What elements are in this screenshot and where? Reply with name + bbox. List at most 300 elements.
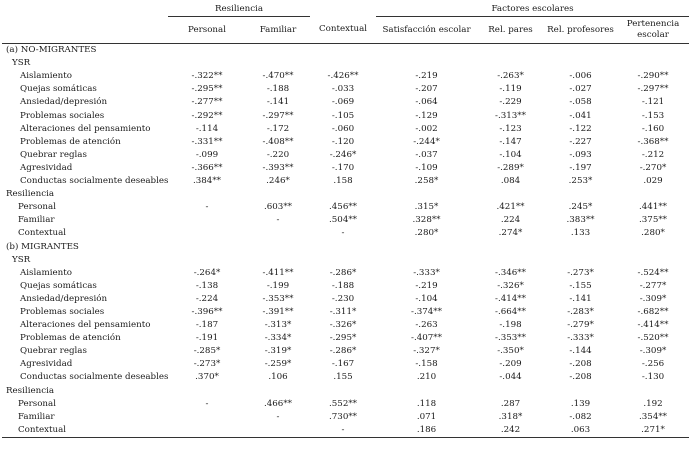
table-cell	[310, 371, 376, 384]
group-header-factores-escolares: Factores escolares	[376, 3, 689, 17]
table-cell	[246, 96, 310, 109]
table-cell	[376, 371, 477, 384]
cell-value: .106	[268, 372, 288, 383]
table-cell	[168, 70, 246, 83]
cell-value: -.259*	[264, 359, 292, 370]
cell-value: -.037	[415, 149, 438, 160]
cell-value: -.123	[499, 123, 522, 134]
table-cell	[246, 83, 310, 96]
subsection-ysr-label-row	[2, 254, 689, 267]
cell-value: -.263*	[497, 71, 524, 82]
table-cell	[376, 83, 477, 96]
table-cell	[376, 201, 477, 214]
table-cell	[310, 123, 376, 136]
cell-value: .063	[570, 424, 591, 435]
table-cell	[168, 411, 246, 424]
table-row	[2, 398, 689, 411]
cell-value: -.520**	[637, 333, 669, 344]
table-cell	[168, 332, 246, 345]
row-label: Personal	[18, 398, 56, 409]
table-cell	[544, 319, 617, 332]
row-label: Ansiedad/depresión	[20, 97, 108, 108]
table-cell	[246, 293, 310, 306]
cell-value: .242	[500, 424, 521, 435]
table-cell	[544, 371, 617, 384]
row-label: Problemas de atención	[20, 333, 121, 344]
table-cell	[617, 280, 689, 293]
table-cell	[477, 371, 544, 384]
cell-value: .328**	[412, 215, 441, 226]
table-cell	[544, 83, 617, 96]
subsection-ysr-label: YSR	[12, 254, 31, 265]
table-cell	[168, 123, 246, 136]
table-cell	[477, 123, 544, 136]
cell-value: -.197	[569, 162, 592, 173]
table-row	[2, 345, 689, 358]
cell-value: -.264*	[193, 267, 221, 278]
cell-value: -.470**	[262, 71, 294, 82]
table-cell	[310, 280, 376, 293]
cell-value: .139	[570, 398, 591, 409]
cell-value: -.033	[331, 84, 355, 95]
table-cell	[310, 411, 376, 424]
table-row	[2, 83, 689, 96]
cell-value: -.187	[195, 320, 219, 331]
cell-value: .271*	[641, 424, 665, 435]
table-row	[2, 319, 689, 332]
cell-value: .315*	[414, 202, 439, 213]
cell-value: -.170	[331, 162, 355, 173]
cell-value: .192	[643, 398, 663, 409]
cell-value: -.141	[569, 293, 592, 304]
cell-value: -.153	[641, 110, 665, 121]
group-header-resiliencia: Resiliencia	[168, 3, 310, 17]
cell-value: -.230	[331, 293, 355, 304]
cell-value: -.227	[569, 136, 592, 147]
table-cell	[477, 110, 544, 123]
table-row	[2, 136, 689, 149]
table-row	[2, 424, 689, 438]
table-cell	[544, 149, 617, 162]
section-title-row	[2, 241, 689, 254]
cell-value: -.350*	[497, 346, 524, 357]
table-cell	[376, 110, 477, 123]
table-cell	[477, 149, 544, 162]
table-cell	[168, 201, 246, 214]
table-cell	[617, 371, 689, 384]
cell-value: -.295**	[191, 84, 223, 95]
table-cell	[376, 332, 477, 345]
table-cell	[617, 345, 689, 358]
row-label: Problemas sociales	[20, 110, 105, 121]
correlation-table	[2, 3, 689, 438]
cell-value: -.407**	[411, 333, 442, 344]
table-cell	[617, 123, 689, 136]
table-cell	[477, 306, 544, 319]
table-cell	[168, 136, 246, 149]
cell-value: -.155	[569, 280, 592, 291]
cell-value: .084	[500, 176, 521, 187]
cell-value: -.104	[499, 149, 522, 160]
cell-value: -.002	[415, 123, 438, 134]
table-cell	[544, 201, 617, 214]
cell-value: .258*	[414, 176, 439, 187]
cell-value: -.333*	[413, 267, 440, 278]
table-cell	[477, 70, 544, 83]
table-cell	[246, 214, 310, 227]
table-cell	[246, 424, 310, 438]
table-cell	[310, 83, 376, 96]
cell-value: -.285*	[193, 346, 221, 357]
cell-value: -.374**	[411, 306, 442, 317]
table-cell	[477, 227, 544, 240]
table-cell	[246, 398, 310, 411]
cell-value: -.093	[569, 149, 592, 160]
table-row	[2, 267, 689, 280]
cell-value: -.191	[195, 333, 219, 344]
table-cell	[246, 280, 310, 293]
table-cell	[310, 332, 376, 345]
row-label: Aislamiento	[20, 71, 72, 82]
table-cell	[310, 293, 376, 306]
cell-value: -.246*	[329, 149, 357, 160]
table-row	[2, 201, 689, 214]
table-row	[2, 110, 689, 123]
cell-value: -.082	[569, 411, 592, 422]
subsection-ysr-label: YSR	[12, 58, 31, 69]
cell-value: .370*	[195, 372, 219, 383]
cell-value: .133	[570, 228, 591, 239]
cell-value: -.120	[331, 136, 355, 147]
subsection-resiliencia-label-row	[2, 188, 689, 201]
cell-value: -.147	[499, 136, 522, 147]
table-cell	[544, 306, 617, 319]
section-title-row	[2, 44, 689, 58]
cell-value: -.313*	[264, 320, 292, 331]
table-row	[2, 227, 689, 240]
cell-value: -.333*	[567, 333, 594, 344]
cell-value: -.286*	[329, 346, 357, 357]
table-row	[2, 411, 689, 424]
cell-value: .280*	[414, 228, 439, 239]
cell-value: -.396**	[191, 306, 223, 317]
table-cell	[168, 267, 246, 280]
cell-value: -.158	[415, 359, 438, 370]
cell-value: -	[205, 398, 209, 409]
table-cell	[544, 136, 617, 149]
row-label: Agresividad	[20, 359, 73, 370]
cell-value: .441**	[639, 202, 668, 213]
cell-value: -.313**	[495, 110, 526, 121]
table-cell	[310, 267, 376, 280]
table-cell	[376, 96, 477, 109]
table-cell	[246, 70, 310, 83]
table-cell	[376, 306, 477, 319]
cell-value: -.006	[569, 71, 592, 82]
cell-value: -.208	[569, 372, 592, 383]
cell-value: -.224	[195, 293, 219, 304]
row-label: Alteraciones del pensamiento	[20, 123, 151, 134]
cell-value: -.326*	[497, 280, 524, 291]
cell-value: .155	[333, 372, 353, 383]
cell-value: -.064	[415, 97, 438, 108]
table-cell	[246, 332, 310, 345]
cell-value: -.277**	[191, 97, 223, 108]
table-body	[2, 44, 689, 438]
table-cell	[246, 201, 310, 214]
cell-value: .029	[643, 176, 663, 187]
cell-value: .071	[416, 411, 437, 422]
cell-value: -.319*	[264, 346, 292, 357]
cell-value: -.273*	[567, 267, 594, 278]
table-cell	[544, 345, 617, 358]
row-label: Familiar	[18, 215, 55, 226]
table-cell	[617, 83, 689, 96]
table-cell	[617, 358, 689, 371]
cell-value: -.144	[569, 346, 592, 357]
table-cell	[168, 96, 246, 109]
table-cell	[617, 398, 689, 411]
table-cell	[310, 201, 376, 214]
table-cell	[617, 267, 689, 280]
cell-value: -.295*	[329, 333, 357, 344]
section-title: (b) MIGRANTES	[6, 241, 79, 252]
cell-value: -.256	[641, 359, 665, 370]
table-cell	[246, 267, 310, 280]
table-cell	[376, 358, 477, 371]
cell-value: -.219	[415, 280, 438, 291]
table-cell	[544, 411, 617, 424]
table-cell	[310, 424, 376, 438]
row-label: Problemas de atención	[20, 136, 121, 147]
table-cell	[477, 398, 544, 411]
table-row	[2, 175, 689, 188]
table-cell	[310, 70, 376, 83]
cell-value: -.138	[195, 280, 219, 291]
cell-value: .603**	[263, 202, 293, 213]
table-row	[2, 70, 689, 83]
table-row	[2, 162, 689, 175]
table-cell	[617, 96, 689, 109]
table-row	[2, 280, 689, 293]
table-cell	[617, 319, 689, 332]
cell-value: -.129	[415, 110, 438, 121]
subsection-ysr-label-row	[2, 57, 689, 70]
table-cell	[376, 162, 477, 175]
cell-value: -.044	[499, 372, 522, 383]
cell-value: .504**	[329, 215, 358, 226]
table-cell	[168, 83, 246, 96]
cell-value: -.368**	[637, 136, 669, 147]
cell-value: -.229	[499, 97, 522, 108]
cell-value: .158	[333, 176, 353, 187]
table-cell	[168, 345, 246, 358]
table-cell	[544, 70, 617, 83]
table-cell	[544, 123, 617, 136]
cell-value: -.366**	[191, 162, 223, 173]
cell-value: .186	[416, 424, 437, 435]
table-cell	[477, 293, 544, 306]
cell-value: -.027	[569, 84, 592, 95]
cell-value: -.524**	[637, 267, 669, 278]
table-cell	[168, 149, 246, 162]
table-cell	[310, 345, 376, 358]
table-cell	[477, 175, 544, 188]
table-cell	[617, 332, 689, 345]
table-cell	[310, 214, 376, 227]
table-cell	[310, 175, 376, 188]
cell-value: -.334*	[264, 333, 292, 344]
table-cell	[168, 358, 246, 371]
table-cell	[617, 201, 689, 214]
table-cell	[544, 424, 617, 438]
table-cell	[246, 175, 310, 188]
cell-value: -.208	[569, 359, 592, 370]
table-cell	[246, 345, 310, 358]
cell-value: .210	[416, 372, 437, 383]
table-cell	[544, 96, 617, 109]
table-cell	[544, 227, 617, 240]
table-cell	[376, 149, 477, 162]
table-cell	[617, 110, 689, 123]
table-cell	[477, 96, 544, 109]
table-cell	[376, 319, 477, 332]
cell-value: -.393**	[262, 162, 294, 173]
column-header-contextual: Contextual	[310, 17, 376, 44]
cell-value: -.172	[266, 123, 290, 134]
table-cell	[376, 345, 477, 358]
cell-value: -.198	[499, 320, 522, 331]
table-cell	[246, 227, 310, 240]
table-cell	[617, 70, 689, 83]
table-cell	[544, 162, 617, 175]
cell-value: -.109	[415, 162, 438, 173]
table-row	[2, 123, 689, 136]
cell-value: -.099	[195, 149, 219, 160]
table-cell	[310, 162, 376, 175]
table-cell	[617, 227, 689, 240]
column-header-familiar: Familiar	[246, 17, 310, 44]
table-cell	[617, 214, 689, 227]
cell-value: -.286*	[329, 267, 357, 278]
table-cell	[376, 398, 477, 411]
table-cell	[477, 136, 544, 149]
cell-value: .287	[500, 398, 521, 409]
cell-value: -	[341, 228, 345, 239]
table-cell	[168, 162, 246, 175]
cell-value: .456**	[329, 202, 358, 213]
table-row	[2, 214, 689, 227]
table-cell	[477, 358, 544, 371]
cell-value: -.290**	[637, 71, 669, 82]
table-cell	[310, 110, 376, 123]
subsection-resiliencia-label-row	[2, 385, 689, 398]
cell-value: -.297**	[262, 110, 294, 121]
column-header-personal: Personal	[168, 17, 246, 44]
table-cell	[310, 96, 376, 109]
cell-value: -.263	[415, 320, 438, 331]
row-label: Alteraciones del pensamiento	[20, 320, 151, 331]
cell-value: .280*	[641, 228, 665, 239]
table-cell	[617, 136, 689, 149]
table-cell	[376, 175, 477, 188]
table-cell	[246, 319, 310, 332]
cell-value: -.664**	[495, 306, 526, 317]
cell-value: -.209	[499, 359, 522, 370]
table-cell	[617, 149, 689, 162]
table-cell	[544, 293, 617, 306]
row-label: Aislamiento	[20, 267, 72, 278]
cell-value: -.212	[641, 149, 665, 160]
table-cell	[246, 136, 310, 149]
table-cell	[246, 371, 310, 384]
row-label: Contextual	[18, 228, 67, 239]
table-cell	[376, 280, 477, 293]
table-cell	[376, 214, 477, 227]
table-cell	[168, 227, 246, 240]
table-cell	[310, 227, 376, 240]
table-row	[2, 358, 689, 371]
cell-value: -.327*	[413, 346, 440, 357]
table-cell	[544, 110, 617, 123]
row-label: Personal	[18, 202, 56, 213]
table-cell	[168, 214, 246, 227]
table-row	[2, 371, 689, 384]
table-cell	[376, 136, 477, 149]
cell-value: -.121	[641, 97, 665, 108]
table-cell	[168, 110, 246, 123]
table-cell	[544, 214, 617, 227]
table-cell	[168, 398, 246, 411]
cell-value: -.411**	[262, 267, 294, 278]
table-cell	[544, 332, 617, 345]
table-cell	[376, 267, 477, 280]
table-cell	[376, 123, 477, 136]
table-cell	[310, 319, 376, 332]
table-row	[2, 293, 689, 306]
cell-value: -.105	[331, 110, 355, 121]
cell-value: -.219	[415, 71, 438, 82]
table-cell	[617, 424, 689, 438]
cell-value: -.326*	[329, 320, 357, 331]
cell-value: -.414**	[495, 293, 526, 304]
cell-value: -.119	[499, 84, 522, 95]
table-cell	[544, 280, 617, 293]
cell-value: -.244*	[413, 136, 440, 147]
table-cell	[477, 214, 544, 227]
table-cell	[477, 319, 544, 332]
column-header-rel-profesores: Rel. profesores	[544, 17, 617, 44]
table-cell	[310, 398, 376, 411]
row-label: Conductas socialmente deseables	[20, 372, 168, 383]
cell-value: .224	[500, 215, 521, 226]
table-cell	[477, 411, 544, 424]
cell-value: -.289*	[497, 162, 524, 173]
table-cell	[544, 175, 617, 188]
table-cell	[168, 293, 246, 306]
table-cell	[617, 306, 689, 319]
table-cell	[477, 424, 544, 438]
cell-value: -.408**	[262, 136, 294, 147]
section-title: (a) NO-MIGRANTES	[6, 45, 97, 56]
table-cell	[376, 293, 477, 306]
table-cell	[168, 306, 246, 319]
cell-value: .118	[416, 398, 437, 409]
table-cell	[617, 175, 689, 188]
cell-value: -.273*	[193, 359, 221, 370]
cell-value: -.311*	[329, 306, 357, 317]
table-cell	[544, 358, 617, 371]
